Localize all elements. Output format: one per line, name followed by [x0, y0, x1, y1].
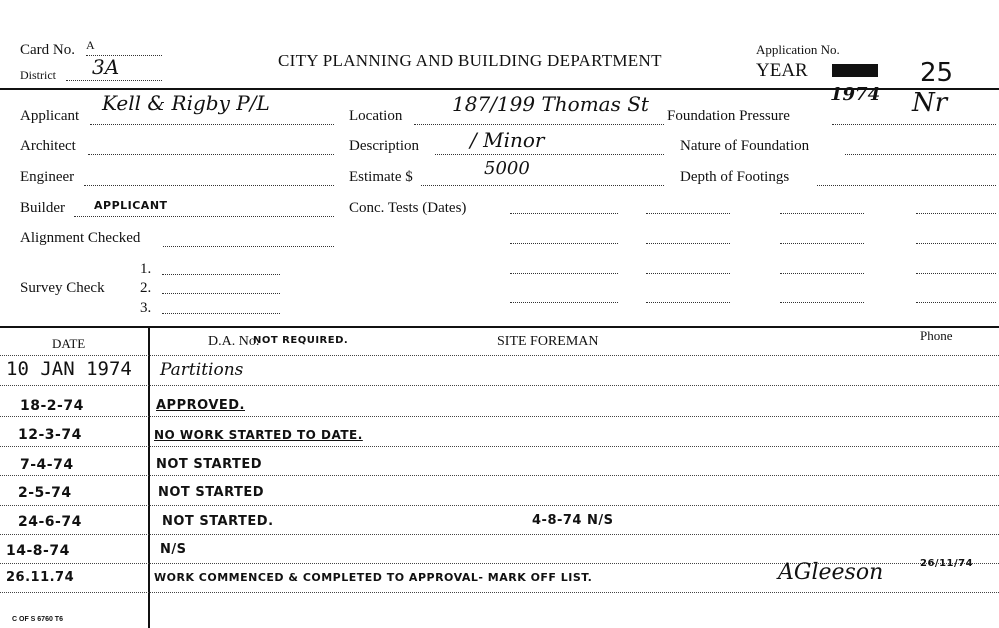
- location-label: Location: [349, 108, 403, 124]
- description-line: [435, 154, 664, 155]
- date-column-divider: [148, 326, 150, 628]
- department-title: CITY PLANNING AND BUILDING DEPARTMENT: [278, 51, 662, 70]
- engineer-line: [84, 185, 334, 186]
- survey-label: Survey Check: [20, 280, 105, 296]
- card-no-value: A: [86, 38, 95, 52]
- log-row-line-1: [0, 385, 999, 386]
- estimate-label: Estimate $: [349, 169, 413, 185]
- conc-line-c2: [646, 273, 730, 274]
- estimate-line: [421, 185, 664, 186]
- estimate-value: 5000: [484, 158, 530, 179]
- applicant-line: [90, 124, 334, 125]
- log-row-line-8: [0, 592, 999, 593]
- application-no-value: 25: [920, 58, 954, 88]
- log-row-2-note: APPROVED.: [156, 398, 245, 413]
- builder-line: [74, 216, 334, 217]
- alignment-label: Alignment Checked: [20, 230, 141, 246]
- date-header: DATE: [52, 336, 86, 351]
- log-row-line-3: [0, 446, 999, 447]
- engineer-label: Engineer: [20, 169, 75, 185]
- nature-line: [845, 154, 996, 155]
- year-label: YEAR: [756, 60, 808, 81]
- log-row-6-extra: 4-8-74 N/S: [532, 513, 614, 528]
- log-row-4-date: 7-4-74: [20, 457, 74, 473]
- nature-label: Nature of Foundation: [680, 138, 810, 154]
- foundation-pressure-label: Foundation Pressure: [667, 108, 790, 124]
- conc-line-d3: [780, 302, 864, 303]
- survey-item-3: 3.: [140, 300, 152, 316]
- card-no-label: Card No.: [20, 42, 75, 58]
- log-row-3-note: NO WORK STARTED TO DATE.: [154, 428, 363, 442]
- architect-label: Architect: [20, 138, 76, 154]
- conc-line-b3: [780, 243, 864, 244]
- depth-line: [817, 185, 996, 186]
- log-row-8-date: 26.11.74: [6, 570, 75, 585]
- log-row-4-note: NOT STARTED: [156, 457, 263, 472]
- district-label: District: [20, 68, 56, 82]
- log-row-1-date: 10 JAN 1974: [6, 358, 132, 380]
- survey-line-1: [162, 274, 280, 275]
- da-label: D.A. No.: [208, 334, 260, 349]
- conc-line-d2: [646, 302, 730, 303]
- conc-line-d1: [510, 302, 618, 303]
- conc-line-c1: [510, 273, 618, 274]
- architect-line: [88, 154, 334, 155]
- log-row-6-date: 24-6-74: [18, 514, 82, 530]
- log-row-7-note: N/S: [160, 542, 187, 557]
- conc-line-b1: [510, 243, 618, 244]
- log-row-6-note: NOT STARTED.: [162, 514, 274, 529]
- application-no-label: Application No.: [756, 42, 840, 57]
- log-row-8-sig-date: 26/11/74: [920, 558, 974, 569]
- log-row-5-date: 2-5-74: [18, 485, 72, 501]
- survey-item-2: 2.: [140, 280, 152, 296]
- description-value: / Minor: [470, 128, 545, 152]
- log-row-1-note: Partitions: [160, 360, 244, 380]
- district-value: 3A: [92, 55, 120, 79]
- foundation-pressure-line: [832, 124, 996, 125]
- location-value: 187/199 Thomas St: [452, 92, 649, 116]
- log-row-line-6: [0, 534, 999, 535]
- log-row-line-0: [0, 355, 999, 356]
- conc-line-a4: [916, 213, 996, 214]
- applicant-value: Kell & Rigby P/L: [102, 91, 270, 115]
- location-line: [414, 124, 664, 125]
- applicant-label: Applicant: [20, 108, 80, 124]
- foundation-pressure-value: Nr: [912, 88, 948, 118]
- site-foreman-header: SITE FOREMAN: [497, 334, 599, 349]
- log-row-5-note: NOT STARTED: [158, 485, 265, 500]
- conc-tests-label: Conc. Tests (Dates): [349, 200, 467, 216]
- log-row-2-date: 18-2-74: [20, 398, 84, 414]
- survey-line-3: [162, 313, 280, 314]
- form-code: C OF S 6760 T6: [12, 616, 63, 623]
- log-row-line-5: [0, 505, 999, 506]
- conc-line-a3: [780, 213, 864, 214]
- conc-line-c3: [780, 273, 864, 274]
- conc-line-d4: [916, 302, 996, 303]
- survey-line-2: [162, 293, 280, 294]
- builder-label: Builder: [20, 200, 65, 216]
- da-value: NOT REQUIRED.: [253, 335, 349, 346]
- conc-line-a2: [646, 213, 730, 214]
- redaction-block: [832, 64, 878, 77]
- description-label: Description: [349, 138, 419, 154]
- alignment-line: [163, 246, 334, 247]
- log-row-line-4: [0, 475, 999, 476]
- conc-line-a1: [510, 213, 618, 214]
- conc-line-b2: [646, 243, 730, 244]
- log-row-3-date: 12-3-74: [18, 427, 82, 443]
- log-row-line-2: [0, 416, 999, 417]
- log-row-8-note: WORK COMMENCED & COMPLETED TO APPROVAL- MARK OFF LIST.: [154, 571, 593, 584]
- conc-line-b4: [916, 243, 996, 244]
- depth-label: Depth of Footings: [680, 169, 790, 185]
- conc-line-c4: [916, 273, 996, 274]
- phone-header: Phone: [920, 328, 953, 343]
- survey-item-1: 1.: [140, 261, 152, 277]
- log-row-7-date: 14-8-74: [6, 543, 70, 559]
- district-line: [66, 80, 162, 81]
- builder-value: APPLICANT: [94, 199, 168, 212]
- foundation-year-value: 1974: [830, 84, 881, 105]
- log-row-8-signature: AGleeson: [778, 560, 884, 585]
